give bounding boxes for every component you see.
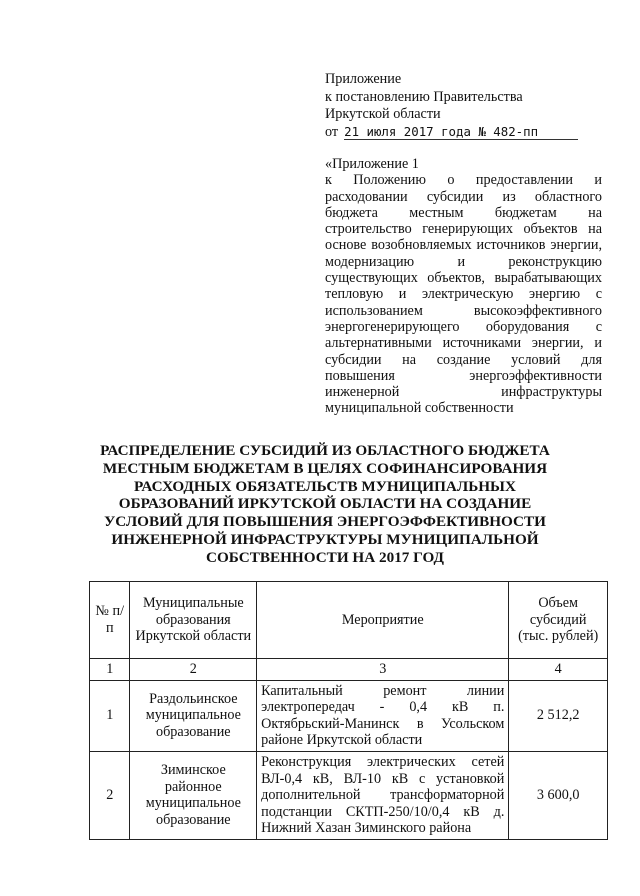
table-row xyxy=(90,751,608,839)
header-activity: Мероприятие xyxy=(257,582,509,659)
subsidy-table xyxy=(89,581,608,840)
header-num: № п/п xyxy=(90,582,130,659)
date-prefix: от xyxy=(325,123,339,140)
table-row xyxy=(90,680,608,751)
row-activity: Капитальный ремонт линии электропередач - 0,4 кВ п. Октябрьский-Манинск в Усольском районе Иркутской области xyxy=(257,680,509,751)
row-municipality: Раздольинское муниципальное образование xyxy=(130,680,257,751)
column-number: 3 xyxy=(257,659,509,681)
date-value: 21 июля 2017 года № 482-пп xyxy=(344,124,578,140)
column-number: 4 xyxy=(509,659,608,681)
column-number: 1 xyxy=(90,659,130,681)
annex-block xyxy=(325,156,602,417)
annex-title: «Приложение 1 xyxy=(325,156,419,172)
header-amount: Объем субсидий (тыс. рублей) xyxy=(509,582,608,659)
column-number: 2 xyxy=(130,659,257,681)
header-date-line xyxy=(325,124,605,142)
header-municipality: Муниципальные образования Иркутской области xyxy=(130,582,257,659)
row-num: 2 xyxy=(90,751,130,839)
resolution-header xyxy=(325,71,605,141)
row-activity: Реконструкция электрических сетей ВЛ-0,4 кВ, ВЛ-10 кВ с установкой дополнительной трансформаторной подстанции СКТП-250/10/0,4 кВ д. Нижний Хазан Зиминского района xyxy=(257,751,509,839)
table-header-row xyxy=(90,582,608,659)
header-line-2: к постановлению Правительства xyxy=(325,88,523,105)
row-municipality: Зиминское районное муниципальное образование xyxy=(130,751,257,839)
header-line-1: Приложение xyxy=(325,71,402,87)
row-amount: 2 512,2 xyxy=(509,680,608,751)
row-num: 1 xyxy=(90,680,130,751)
column-number-row xyxy=(90,659,608,681)
row-amount: 3 600,0 xyxy=(509,751,608,839)
annex-body: к Положению о предоставлении и расходовании субсидии из областного бюджета местным бюджетам на строительство генерирующих объектов на основе возобновляемых источников энергии, модернизацию и реконструкцию существующих объектов, вырабатывающих тепловую и электрическую энергию с использованием высокоэффективного энергогенерирующего оборудования с альтернативными источниками энергии, и субсидии на создание условий для повышения энергоэффективности инженерной инфраструктуры муниципальной собственности xyxy=(325,172,602,417)
document-title: РАСПРЕДЕЛЕНИЕ СУБСИДИЙ ИЗ ОБЛАСТНОГО БЮДЖЕТА МЕСТНЫМ БЮДЖЕТАМ В ЦЕЛЯХ СОФИНАНСИРОВАНИЯ РАСХОДНЫХ ОБЯЗАТЕЛЬСТВ МУНИЦИПАЛЬНЫХ ОБРАЗОВАНИЙ ИРКУТСКОЙ ОБЛАСТИ НА СОЗДАНИЕ УСЛОВИЙ ДЛЯ ПОВЫШЕНИЯ ЭНЕРГОЭФФЕКТИВНОСТИ ИНЖЕНЕРНОЙ ИНФРАСТРУКТУРЫ МУНИЦИПАЛЬНОЙ СОБСТВЕННОСТИ НА 2017 ГОД xyxy=(100,442,550,566)
header-line-3: Иркутской области xyxy=(325,106,441,123)
